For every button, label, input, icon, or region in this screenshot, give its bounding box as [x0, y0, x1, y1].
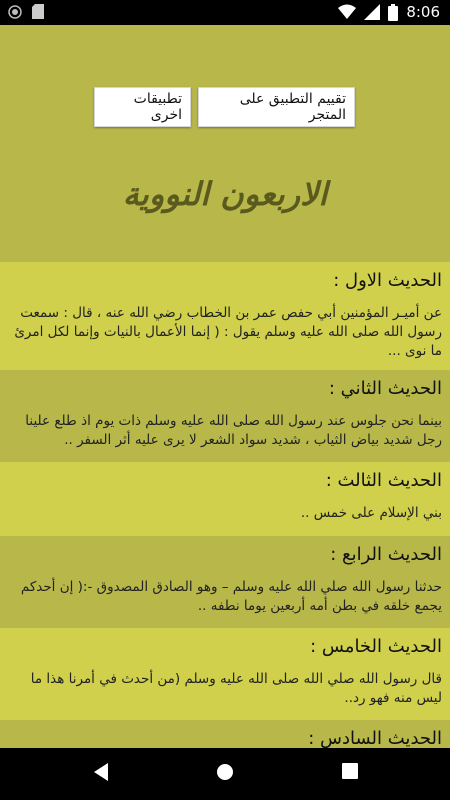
- hadith-item[interactable]: [0, 462, 450, 536]
- hadith-title: الحديث الرابع :: [330, 544, 442, 565]
- hadith-excerpt: حدثنا رسول الله صلي الله عليه وسلم – وهو الصادق المصدوق -:( إن أحدكم يجمع خلقه في بطن أمه أربعين يوما نطفه ..: [20, 579, 442, 614]
- hadith-item[interactable]: [0, 370, 450, 462]
- status-bar-right: [338, 3, 440, 21]
- sd-card-icon: [32, 4, 44, 19]
- hadith-excerpt: بينما نحن جلوس عند رسول الله صلى الله عليه وسلم ذات يوم اذ طلع علينا رجل شديد بياض الثياب ، شديد سواد الشعر لا يرى عليه أثر السفر ..: [25, 413, 442, 448]
- hadith-item[interactable]: [0, 628, 450, 720]
- svg-text:الاربعون النووية: الاربعون النووية: [122, 175, 328, 213]
- hadith-title: الحديث السادس :: [308, 728, 442, 748]
- navigation-bar: [0, 748, 450, 800]
- home-icon[interactable]: [215, 762, 235, 782]
- app-logo: [110, 165, 340, 225]
- hadith-item[interactable]: [0, 262, 450, 370]
- battery-icon: [388, 4, 398, 21]
- status-bar-left: [8, 4, 44, 19]
- hadith-title: الحديث الاول :: [333, 270, 442, 291]
- recents-icon[interactable]: [341, 762, 359, 780]
- hadith-excerpt: بني الإسلام على خمس ..: [300, 505, 442, 521]
- wifi-icon: [338, 4, 356, 20]
- hadith-title: الحديث الثاني :: [328, 378, 442, 399]
- signal-icon: [364, 4, 380, 20]
- app-header: [0, 25, 450, 262]
- back-icon[interactable]: [92, 762, 110, 782]
- rate-app-button[interactable]: تقييم التطبيق على المتجر: [198, 87, 355, 127]
- hadith-title: الحديث الثالث :: [325, 470, 442, 491]
- other-apps-button[interactable]: تطبيقات اخرى: [94, 87, 191, 127]
- hadith-title: الحديث الخامس :: [310, 636, 442, 657]
- hadith-item[interactable]: [0, 536, 450, 628]
- hadith-excerpt: قال رسول الله صلي الله صلى الله عليه وسلم (من أحدث في أمرنا هذا ما ليس منه فهو رد..: [30, 671, 442, 706]
- record-icon: [8, 5, 22, 19]
- app-logo-calligraphy: [110, 165, 340, 225]
- hadith-list[interactable]: [0, 262, 450, 748]
- status-bar: [0, 0, 450, 25]
- clock: 8:06: [406, 3, 440, 21]
- hadith-item[interactable]: [0, 720, 450, 748]
- hadith-excerpt: عن أميـر المؤمنين أبي حفص عمر بن الخطاب رضي الله عنه ، قال : سمعت رسول الله صلى الله عليه وسلم يقول : ( إنما الأعمال بالنيات وإنما لكل امرئ ما نوى ...: [14, 305, 442, 359]
